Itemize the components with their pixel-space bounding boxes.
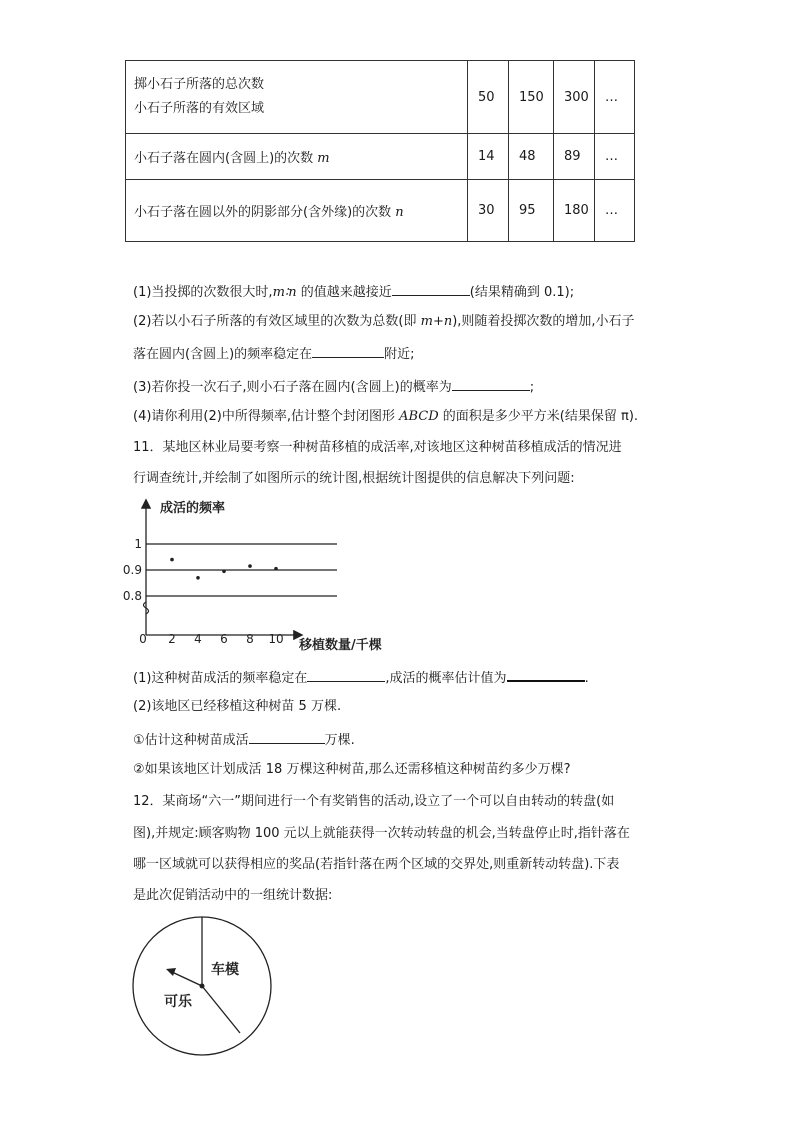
table-cell: … [595,61,635,134]
data-point [196,576,200,580]
table-cell: 14 [468,134,509,180]
q12-stem-line3: 哪一区域就可以获得相应的奖品(若指针落在两个区域的交界处,则重新转动转盘).下表 [133,857,620,872]
table-cell: … [595,134,635,180]
wheel-center [200,984,205,989]
q10-part2-cont [133,345,415,363]
survival-frequency-chart [122,497,403,657]
table-row [126,61,635,134]
table-header-cell [126,61,468,134]
table-cell: … [595,180,635,242]
chart-title: 成活的频率 [160,501,226,516]
q11-stem-line2: 行调查统计,并绘制了如图所示的统计图,根据统计图提供的信息解决下列问题: [133,471,575,486]
q10-part3 [133,378,534,396]
data-point [248,564,252,568]
prize-spinner-wheel [130,914,274,1058]
q10-p4-text-b: 的面积是多少平方米(结果保留 π). [438,409,639,424]
q10-p1-text-a: (1)当投掷的次数很大时, [133,285,273,300]
data-point [274,567,278,571]
q11-stem-line1: 11．某地区林业局要考察一种树苗移植的成活率,对该地区这种树苗移植成活的情况进 [133,440,622,455]
q11-s1-text-b: ,成活的概率估计值为 [385,671,507,686]
q11-s2-1-text-a: ①估计这种树苗成活 [133,733,249,748]
q10-p2-var: m+n [420,314,453,329]
wheel-label-cola: 可乐 [164,994,192,1010]
row2-label [126,180,468,242]
data-point [222,570,226,574]
header-line-1: 掷小石子所落的总次数 [134,77,265,92]
q10-p2-line2-b: 附近; [384,347,415,362]
q11-part2: (2)该地区已经移植这种树苗 5 万棵. [133,699,342,714]
x-tick-label: 8 [246,632,254,646]
x-tick-label: 4 [194,632,202,646]
x-tick-label: 2 [168,632,176,646]
table-row [126,134,635,180]
table-cell: 48 [509,134,554,180]
row2-var: n [395,205,404,220]
q10-p2-line2-a: 落在圆内(含圆上)的频率稳定在 [133,347,313,362]
y-tick-label: 1 [134,537,142,551]
q11-part2-2: ②如果该地区计划成活 18 万棵这种树苗,那么还需移植这种树苗约多少万棵? [133,762,571,777]
q10-p1-text-b: 的值越来越接近 [296,285,392,300]
q10-part2 [133,314,635,330]
table-row [126,180,635,242]
y-tick-label: 0.8 [122,589,142,603]
q12-stem-line1: 12．某商场“六一”期间进行一个有奖销售的活动,设立了一个可以自由转动的转盘(如 [133,794,615,809]
q10-p1-text-c: (结果精确到 0.1); [469,285,575,300]
data-point [170,558,174,562]
q10-part1 [133,283,574,301]
answer-blank[interactable] [507,668,585,682]
x-tick-label: 6 [220,632,228,646]
answer-blank[interactable] [452,378,530,391]
q10-p4-var: ABCD [399,409,439,424]
answer-blank[interactable] [249,731,325,744]
row1-var: m [317,151,330,166]
x-tick-label: 10 [268,632,284,646]
q12-stem-line4: 是此次促销活动中的一组统计数据: [133,888,333,903]
q10-p2-text-b: ),则随着投掷次数的增加,小石子 [452,314,635,329]
table-cell: 95 [509,180,554,242]
q10-p1-var: m∶n [272,285,297,300]
table-cell: 50 [468,61,509,134]
q10-p2-text-a: (2)若以小石子所落的有效区域里的次数为总数(即 [133,314,421,329]
header-line-2: 小石子所落的有效区域 [134,101,265,116]
q10-part4 [133,409,638,425]
table-cell: 89 [554,134,595,180]
answer-blank[interactable] [312,345,384,358]
table-cell: 300 [554,61,595,134]
answer-blank[interactable] [392,283,470,296]
q11-s1-text-a: (1)这种树苗成活的频率稳定在 [133,671,308,686]
q10-p3-text-a: (3)若你投一次石子,则小石子落在圆内(含圆上)的概率为 [133,380,452,395]
y-tick-label: 0.9 [122,563,142,577]
origin-label: 0 [139,632,147,646]
row1-label-text: 小石子落在圆内(含圆上)的次数 [134,151,318,166]
table-cell: 180 [554,180,595,242]
table-cell: 150 [509,61,554,134]
q11-s2-1-text-b: 万棵. [324,733,355,748]
q12-stem-line2: 图),并规定:顾客购物 100 元以上就能获得一次转动转盘的机会,当转盘停止时,指针落在 [133,826,630,841]
answer-blank[interactable] [307,669,385,682]
chart-marks [123,537,337,646]
q11-part1 [133,668,589,687]
q11-part2-1 [133,731,355,749]
q11-s1-text-c: . [584,671,589,686]
data-table [125,60,635,242]
row1-label [126,134,468,180]
wheel-label-car: 车模 [211,962,239,978]
q10-p4-text-a: (4)请你利用(2)中所得频率,估计整个封闭图形 [133,409,400,424]
q10-p3-text-b: ; [529,380,535,395]
x-axis-label: 移植数量/千棵 [299,638,382,653]
table-cell: 30 [468,180,509,242]
row2-label-text: 小石子落在圆以外的阴影部分(含外缘)的次数 [134,205,396,220]
